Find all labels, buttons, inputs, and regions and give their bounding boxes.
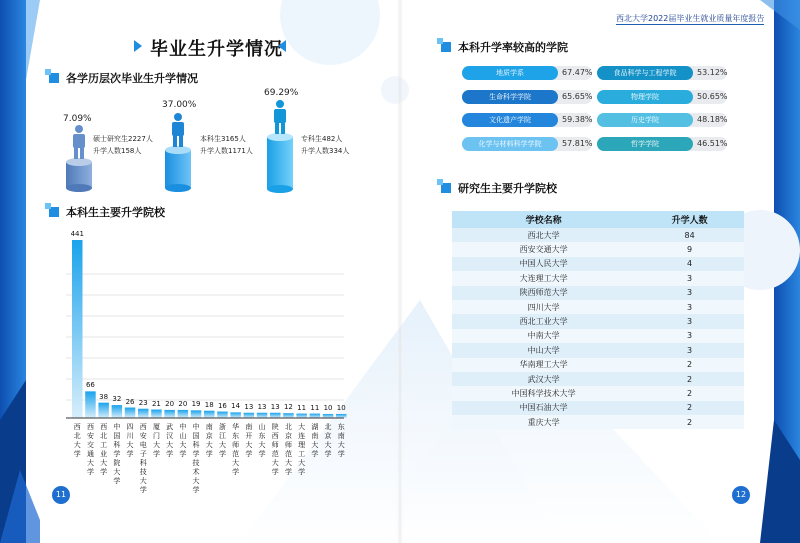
count-cell: 84 bbox=[635, 228, 744, 242]
table-row bbox=[452, 314, 744, 328]
count-cell: 2 bbox=[635, 401, 744, 415]
bar-value-label: 13 bbox=[257, 402, 267, 411]
school-name-cell: 西北工业大学 bbox=[452, 314, 635, 328]
bar-value-label: 20 bbox=[165, 399, 175, 408]
chart-bar bbox=[230, 412, 241, 418]
bar-value-label: 13 bbox=[270, 402, 280, 411]
count-cell: 4 bbox=[635, 257, 744, 271]
school-name-cell: 中南大学 bbox=[452, 329, 635, 343]
section-square-icon bbox=[441, 183, 451, 193]
section-title-levels: 各学历层次毕业生升学情况 bbox=[66, 72, 198, 85]
college-pct: 48.18% bbox=[697, 115, 728, 124]
college-pct: 53.12% bbox=[697, 68, 728, 77]
college-name: 地质学系 bbox=[462, 66, 558, 80]
bar-category-label: 中国科学技术大学 bbox=[192, 423, 200, 494]
chart-bar bbox=[138, 409, 149, 418]
chart-bar bbox=[270, 413, 281, 418]
bar-category-label: 西北工业大学 bbox=[100, 423, 108, 476]
table-row bbox=[452, 372, 744, 386]
level-pct: 7.09% bbox=[63, 114, 92, 124]
bar-category-label: 西安电子科技大学 bbox=[139, 423, 147, 494]
table-row bbox=[452, 271, 744, 285]
level-count: 升学人数1171人 bbox=[200, 147, 253, 155]
bar-value-label: 66 bbox=[85, 381, 95, 390]
school-name-cell: 武汉大学 bbox=[452, 372, 635, 386]
college-name: 物理学院 bbox=[597, 90, 693, 104]
table-header-row bbox=[452, 211, 744, 228]
table-row bbox=[452, 401, 744, 415]
bar-value-label: 38 bbox=[99, 392, 109, 401]
college-name: 化学与材料科学学院 bbox=[462, 137, 558, 151]
chart-bar bbox=[178, 410, 189, 418]
count-cell: 2 bbox=[635, 415, 744, 429]
bar-value-label: 26 bbox=[125, 397, 135, 406]
column-header-school: 学校名称 bbox=[452, 211, 635, 228]
bar-value-label: 32 bbox=[112, 395, 122, 404]
chart-bar bbox=[244, 413, 255, 418]
count-cell: 3 bbox=[635, 286, 744, 300]
column-header-count: 升学人数 bbox=[635, 211, 744, 228]
chart-bar bbox=[283, 413, 294, 418]
school-name-cell: 四川大学 bbox=[452, 300, 635, 314]
count-cell: 9 bbox=[635, 242, 744, 256]
table-row bbox=[452, 228, 744, 242]
bar-value-label: 12 bbox=[283, 403, 293, 412]
chart-bar bbox=[310, 414, 321, 418]
level-total: 硕士研究生2227人 bbox=[93, 135, 153, 143]
bar-value-label: 18 bbox=[204, 400, 214, 409]
school-name-cell: 中国人民大学 bbox=[452, 257, 635, 271]
bar-value-label: 11 bbox=[310, 403, 320, 412]
chart-bar bbox=[191, 410, 202, 418]
bar-value-label: 21 bbox=[151, 399, 161, 408]
count-cell: 3 bbox=[635, 329, 744, 343]
level-count: 升学人数334人 bbox=[301, 147, 350, 155]
bar-value-label: 11 bbox=[297, 403, 307, 412]
bar-value-label: 10 bbox=[323, 403, 333, 412]
bar-value-label: 23 bbox=[138, 398, 148, 407]
count-cell: 3 bbox=[635, 343, 744, 357]
count-cell: 3 bbox=[635, 314, 744, 328]
college-pct: 50.65% bbox=[697, 91, 728, 101]
school-name-cell: 中山大学 bbox=[452, 343, 635, 357]
bar-category-label: 东南大学 bbox=[337, 423, 345, 458]
page-title: 毕业生升学情况 bbox=[150, 39, 283, 60]
bar-category-label: 西北大学 bbox=[73, 423, 81, 458]
school-name-cell: 陕西师范大学 bbox=[452, 286, 635, 300]
bar-category-label: 山东大学 bbox=[258, 423, 266, 458]
bar-value-label: 14 bbox=[231, 402, 241, 411]
bar-category-label: 四川大学 bbox=[126, 423, 134, 458]
count-cell: 2 bbox=[635, 386, 744, 400]
college-name: 食品科学与工程学院 bbox=[597, 66, 693, 80]
college-pct: 67.47% bbox=[562, 68, 593, 77]
chart-bar bbox=[217, 412, 228, 418]
chart-bar bbox=[336, 414, 347, 418]
table-row bbox=[452, 386, 744, 400]
bar-category-label: 浙江大学 bbox=[218, 423, 226, 458]
table-row bbox=[452, 286, 744, 300]
chart-bar bbox=[164, 410, 175, 418]
bar-category-label: 大连理工大学 bbox=[298, 423, 306, 476]
page-number-right: 12 bbox=[732, 486, 750, 504]
bar-category-label: 北京大学 bbox=[324, 423, 332, 458]
college-name: 历史学院 bbox=[597, 113, 693, 127]
bar-category-label: 南京大学 bbox=[205, 423, 213, 458]
level-total: 本科生3165人 bbox=[200, 135, 246, 143]
table-row bbox=[452, 329, 744, 343]
school-name-cell: 西北大学 bbox=[452, 228, 635, 242]
college-name: 生命科学学院 bbox=[462, 90, 558, 104]
chart-bar bbox=[323, 414, 334, 418]
count-cell: 3 bbox=[635, 300, 744, 314]
bar-category-label: 中国科学院大学 bbox=[113, 423, 121, 485]
section-title-grad-schools: 研究生主要升学院校 bbox=[458, 182, 557, 195]
school-name-cell: 重庆大学 bbox=[452, 415, 635, 429]
table-row bbox=[452, 242, 744, 256]
bar-category-label: 南开大学 bbox=[245, 423, 253, 458]
bar-category-label: 华东师范大学 bbox=[232, 423, 240, 476]
chart-bar bbox=[112, 405, 123, 418]
table-row bbox=[452, 257, 744, 271]
bar-category-label: 武汉大学 bbox=[166, 423, 174, 458]
school-name-cell: 大连理工大学 bbox=[452, 271, 635, 285]
section-title-colleges: 本科升学率较高的学院 bbox=[458, 41, 568, 54]
bar-category-label: 湖南大学 bbox=[311, 423, 319, 458]
college-name: 文化遗产学院 bbox=[462, 113, 558, 127]
page-number-left: 11 bbox=[52, 486, 70, 504]
bar-category-label: 西安交通大学 bbox=[86, 423, 94, 476]
chart-bar bbox=[72, 240, 83, 418]
college-name: 哲学学院 bbox=[597, 137, 693, 151]
bar-value-label: 10 bbox=[336, 403, 346, 412]
college-pct: 59.38% bbox=[562, 115, 593, 124]
chart-bar bbox=[296, 414, 307, 418]
bar-value-label: 441 bbox=[70, 230, 84, 238]
school-name-cell: 中国石油大学 bbox=[452, 401, 635, 415]
count-cell: 2 bbox=[635, 358, 744, 372]
count-cell: 2 bbox=[635, 372, 744, 386]
table-row bbox=[452, 358, 744, 372]
chart-bar bbox=[257, 413, 268, 418]
chart-bar bbox=[125, 408, 136, 418]
table-row bbox=[452, 415, 744, 429]
table-row bbox=[452, 343, 744, 357]
college-pct: 57.81% bbox=[562, 138, 593, 148]
bar-value-label: 16 bbox=[217, 401, 227, 410]
chart-bar bbox=[85, 391, 96, 418]
bar-value-label: 13 bbox=[244, 402, 254, 411]
grad-schools-table bbox=[452, 211, 744, 429]
table-row bbox=[452, 300, 744, 314]
report-header-title: 西北大学2022届毕业生就业质量年度报告 bbox=[616, 14, 765, 23]
level-count: 升学人数158人 bbox=[93, 147, 142, 155]
level-pct: 69.29% bbox=[264, 88, 299, 98]
college-pct: 65.65% bbox=[562, 91, 593, 101]
bar-value-label: 19 bbox=[191, 400, 201, 409]
chart-bar bbox=[204, 411, 215, 418]
bar-category-label: 厦门大学 bbox=[152, 423, 160, 458]
level-pct: 37.00% bbox=[162, 100, 197, 110]
school-name-cell: 华南理工大学 bbox=[452, 358, 635, 372]
bar-category-label: 北京师范大学 bbox=[284, 423, 292, 476]
school-name-cell: 西安交通大学 bbox=[452, 242, 635, 256]
bar-category-label: 中山大学 bbox=[179, 423, 187, 458]
chart-bar bbox=[151, 410, 162, 418]
college-pct: 46.51% bbox=[697, 138, 728, 148]
level-total: 专科生482人 bbox=[301, 135, 343, 143]
chart-bar bbox=[98, 403, 109, 418]
bar-value-label: 20 bbox=[178, 399, 188, 408]
count-cell: 3 bbox=[635, 271, 744, 285]
bar-category-label: 陕西师范大学 bbox=[271, 423, 279, 476]
section-square-icon bbox=[441, 42, 451, 52]
school-name-cell: 中国科学技术大学 bbox=[452, 386, 635, 400]
section-title-undergrad-schools: 本科生主要升学院校 bbox=[66, 206, 165, 219]
